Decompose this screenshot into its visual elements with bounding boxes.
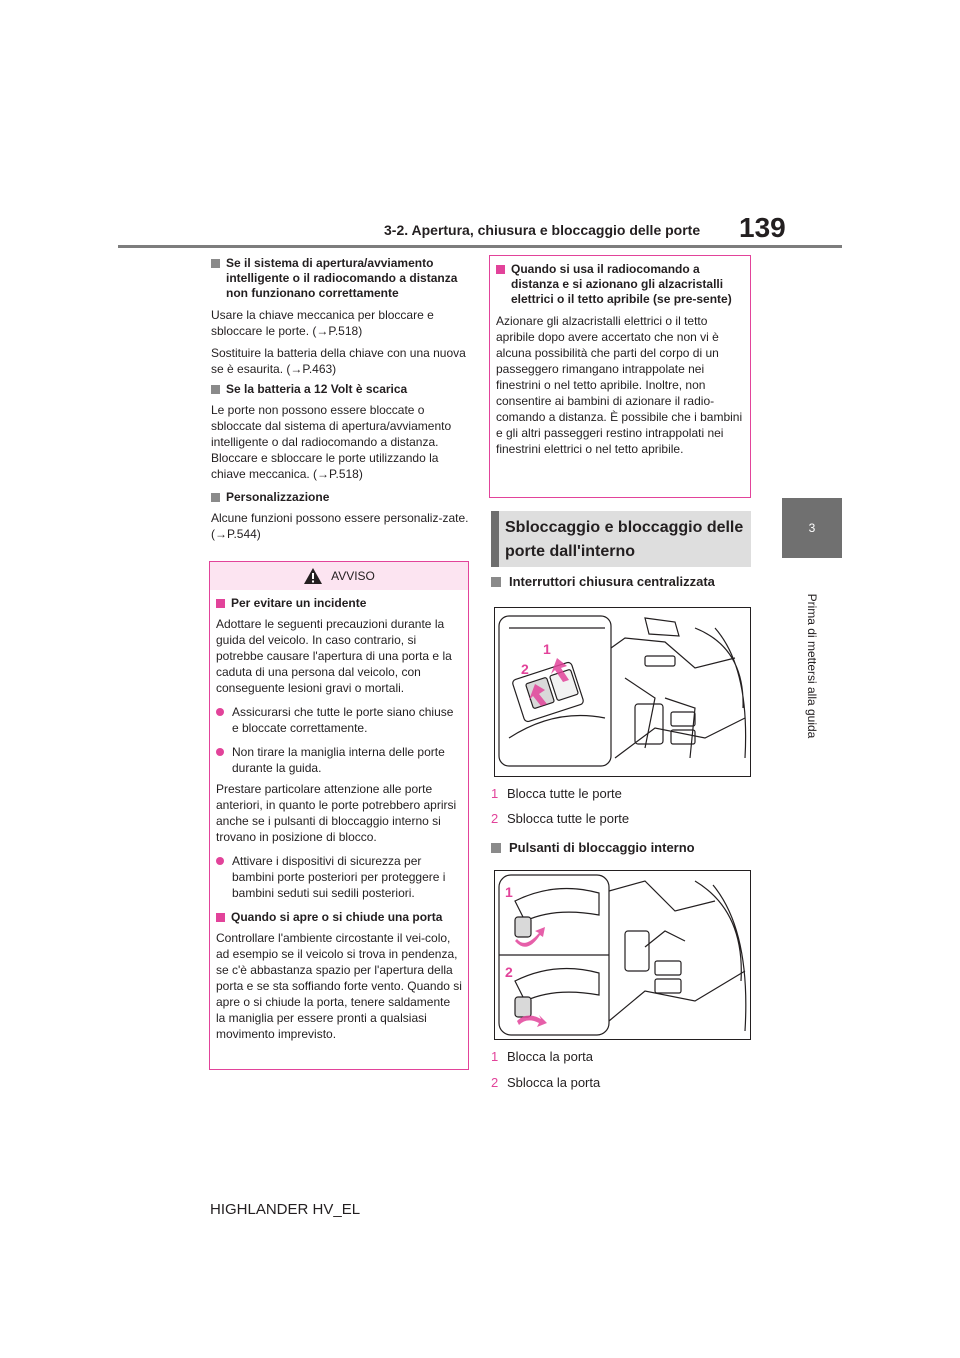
header-rule [118, 245, 842, 248]
caution-heading: Quando si usa il radiocomando a distanza e si azionano gli alzacristalli elettrici o il tetto apribile (se pre-sente) [496, 262, 744, 307]
note-block-3 [211, 490, 469, 542]
warning-heading: Quando si apre o si chiude una porta [216, 910, 462, 925]
warning-triangle-icon [303, 567, 323, 585]
square-bullet-icon [211, 493, 220, 502]
legend-item: 2 Sblocca la porta [491, 1075, 601, 1090]
legend-item: 1 Blocca tutte le porte [491, 786, 622, 801]
round-bullet-icon [216, 857, 224, 865]
note-paragraph: Sostituire la batteria della chiave con una nuova se è esaurita. (→P.463) [211, 346, 466, 376]
note-paragraph: Usare la chiave meccanica per bloccare e sbloccare le porte. (→P.518) [211, 308, 434, 338]
subsection-heading-1: Interruttori chiusura centralizzata [491, 574, 715, 589]
section-header-title: 3-2. Apertura, chiusura e bloccaggio delle porte [384, 222, 701, 238]
chapter-tab [782, 498, 842, 558]
section-title: Sbloccaggio e bloccaggio delle porte dall'interno [505, 519, 744, 560]
inside-lock-illustration [495, 871, 750, 1039]
footer-model: HIGHLANDER HV_EL [210, 1201, 361, 1218]
chapter-title-vertical [776, 566, 848, 766]
round-bullet-icon [216, 748, 224, 756]
chapter-title: Prima di mettersi alla guida [805, 593, 819, 739]
chapter-number: 3 [808, 521, 816, 535]
legend-item: 2 Sblocca tutte le porte [491, 811, 630, 826]
note-heading: Personalizzazione [211, 490, 469, 505]
page-number: 139 [739, 212, 786, 243]
warning-content [216, 596, 462, 1042]
warning-heading: Per evitare un incidente [216, 596, 462, 611]
warning-bullet: Attivare i dispositivi di sicurezza per bambini porte posteriori per proteggere i bambini seduti sui sedili posteriori. [216, 853, 462, 901]
legend-item: 1 Blocca la porta [491, 1049, 593, 1064]
warning-label: AVVISO [331, 569, 375, 583]
central-lock-illustration [495, 608, 750, 776]
warning-bullet: Assicurarsi che tutte le porte siano chiuse e bloccate correttamente. [216, 704, 462, 736]
note-heading: Se il sistema di apertura/avviamento intelligente o il radiocomando a distanza non funzionano correttamente [211, 256, 469, 301]
square-bullet-icon [491, 843, 501, 853]
figure-label-2: 2 [521, 661, 529, 677]
round-bullet-icon [216, 708, 224, 716]
caution-content [496, 262, 744, 457]
warning-paragraph: Adottare le seguenti precauzioni durante la guida del veicolo. In caso contrario, si potrebbe causare l'apertura di una porta e la caduta di una persona dal veicolo, con conseguente lesioni gravi o mortali. [216, 617, 452, 695]
square-bullet-icon [211, 385, 220, 394]
caution-paragraph: Azionare gli alzacristalli elettrici o il tetto apribile dopo avere accertato che non vi è alcuna possibilità che parti del corpo di un passeggero rimangano intrappolate nei finestrini o nel tetto apribile. Inoltre, non consentire ai bambini di azionare il radio-comando a distanza. È possibile che i bambini e gli altri passeggeri restino intrappolati nei finestrini elettrici o nel tetto apribile. [496, 314, 743, 456]
warning-bullet: Non tirare la maniglia interna delle porte durante la guida. [216, 744, 462, 776]
figure-inside-lock-buttons [494, 870, 751, 1040]
warning-paragraph: Controllare l'ambiente circostante il vei-colo, ad esempio se il veicolo si trova in pendenza, se c'è abbastanza spazio per l'apertura della porta e se sta soffiando forte vento. Quando si apre o si chiude la porta, tenere saldamente la maniglia per essere pronti a qualsiasi movimento imprevisto. [216, 931, 462, 1041]
figure-label-2: 2 [505, 964, 513, 980]
figure-central-lock-switches [494, 607, 751, 777]
figure-label-1: 1 [505, 884, 513, 900]
square-bullet-icon [216, 599, 225, 608]
note-heading: Se la batteria a 12 Volt è scarica [211, 382, 469, 397]
note-paragraph: Alcune funzioni possono essere personaliz-zate. (→P.544) [211, 511, 469, 541]
note-block-2 [211, 382, 469, 482]
section-title-bar [491, 511, 499, 567]
subsection-heading-2: Pulsanti di bloccaggio interno [491, 840, 695, 855]
note-block-1 [211, 256, 469, 377]
warning-paragraph: Prestare particolare attenzione alle porte anteriori, in quanto le porte potrebbero aprirsi anche se i pulsanti di bloccaggio interno si trovano in posizione di blocco. [216, 782, 457, 844]
square-bullet-icon [211, 259, 220, 268]
square-bullet-icon [216, 913, 225, 922]
note-paragraph: Le porte non possono essere bloccate o sbloccate dal sistema di apertura/avviamento intelligente o dal radiocomando a distanza. Bloccare e sbloccare le porte utilizzando la chiave meccanica. (→P.518) [211, 403, 452, 481]
warning-header [210, 562, 468, 590]
figure-label-1: 1 [543, 641, 551, 657]
square-bullet-icon [496, 265, 505, 274]
square-bullet-icon [491, 577, 501, 587]
